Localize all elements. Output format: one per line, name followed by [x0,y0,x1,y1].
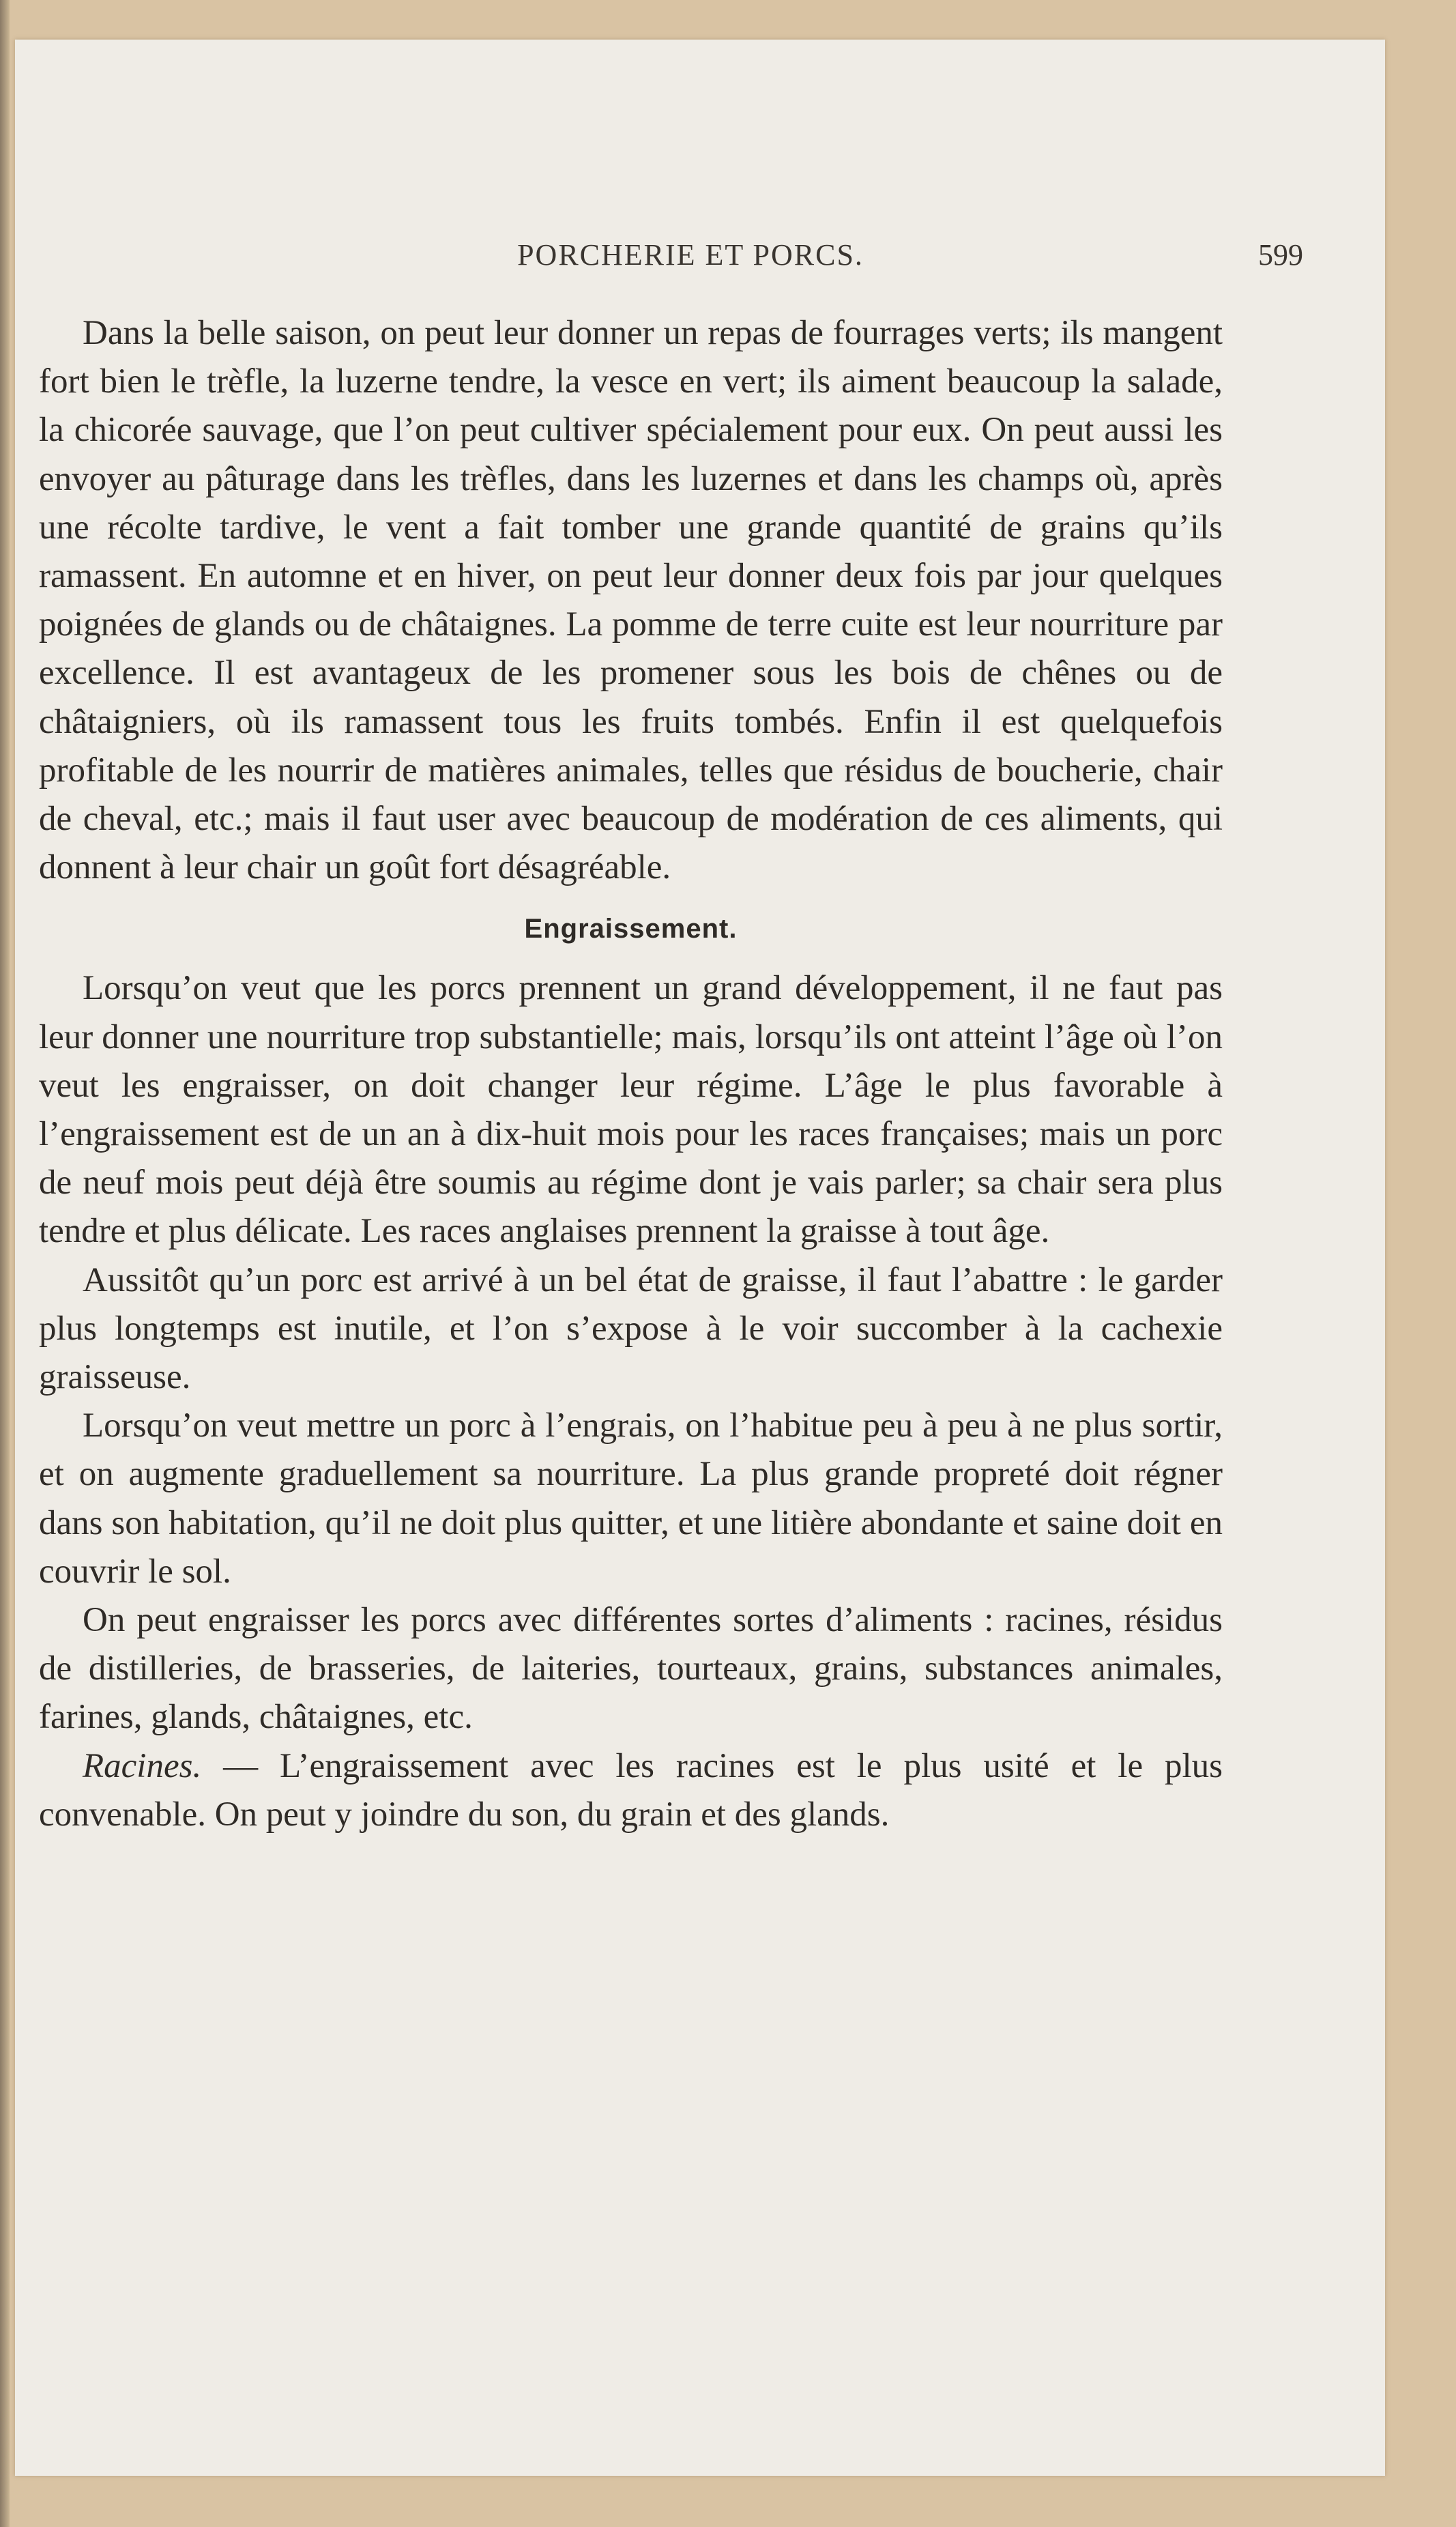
paragraph-confinement: Lorsqu’on veut mettre un porc à l’engrais, on l’habitue peu à peu à ne plus sortir, et on augmente graduellement sa nourriture. La plus grande propreté doit régner dans son habitation, qu’il ne doit plus quitter, et une litière abondante et saine doit en couvrir le sol. [39,1406,1223,1591]
paragraph-fattening-age: Lorsqu’on veut que les porcs prennent un grand développement, il ne faut pas leur donner une nourriture trop substantielle; mais, lorsqu’ils ont atteint l’âge où l’on veut les engraisser, on doit changer leur régime. L’âge le plus favorable à l’engraissement est de un an à dix-huit mois pour les races françaises; mais un porc de neuf mois peut déjà être soumis au régime dont je vais parler; sa chair sera plus tendre et plus délicate. Les races anglaises prennent la graisse à tout âge. [39,969,1223,1251]
paragraph-roots [39,1742,1223,1839]
paragraph-feeding: Dans la belle saison, on peut leur donner un repas de fourrages verts; ils mangent fort bien le trèfle, la luzerne tendre, la vesce en vert; ils aiment beaucoup la salade, la chicorée sauvage, que l’on peut cultiver spécialement pour eux. On peut aussi les envoyer au pâturage dans les trèfles, dans les luzernes et dans les champs où, après une récolte tardive, le vent a fait tomber une grande quantité de grains qu’ils ramassent. En automne et en hiver, on peut leur donner deux fois par jour quelques poignées de glands ou de châtaignes. La pomme de terre cuite est leur nourriture par excellence. Il est avantageux de les promener sous les bois de chênes ou de châtaigniers, où ils ramassent tous les fruits tombés. Enfin il est quelquefois profitable de les nourrir de matières animales, telles que résidus de boucherie, chair de cheval, etc.; mais il faut user avec beaucoup de modération de ces aliments, qui donnent à leur chair un goût fort désagréable. [39,314,1223,887]
page-header [50,237,1330,285]
running-title: PORCHERIE ET PORCS. [517,238,864,272]
binding-edge [0,0,10,2527]
page-number: 599 [1258,238,1303,272]
paragraph-slaughter: Aussitôt qu’un porc est arrivé à un bel état de graisse, il faut l’abattre : le garder plus longtemps est inutile, et l’on s’expose à le voir succomber à la cachexie graisseuse. [39,1260,1223,1397]
body-text [39,309,1223,1839]
section-heading: Engraissement. [524,914,738,944]
paragraph-roots-text: — L’engraissement avec les racines est le plus usité et le plus convenable. On peut y joindre du son, du grain et des glands. [39,1746,1223,1834]
book-page [15,40,1385,2476]
paragraph-lead-term: Racines. [83,1746,202,1785]
paragraph-feed-types: On peut engraisser les porcs avec différentes sortes d’aliments : racines, résidus de distilleries, de brasseries, de laiteries, tourteaux, grains, substances animales, farines, glands, châtaignes, etc. [39,1601,1223,1737]
